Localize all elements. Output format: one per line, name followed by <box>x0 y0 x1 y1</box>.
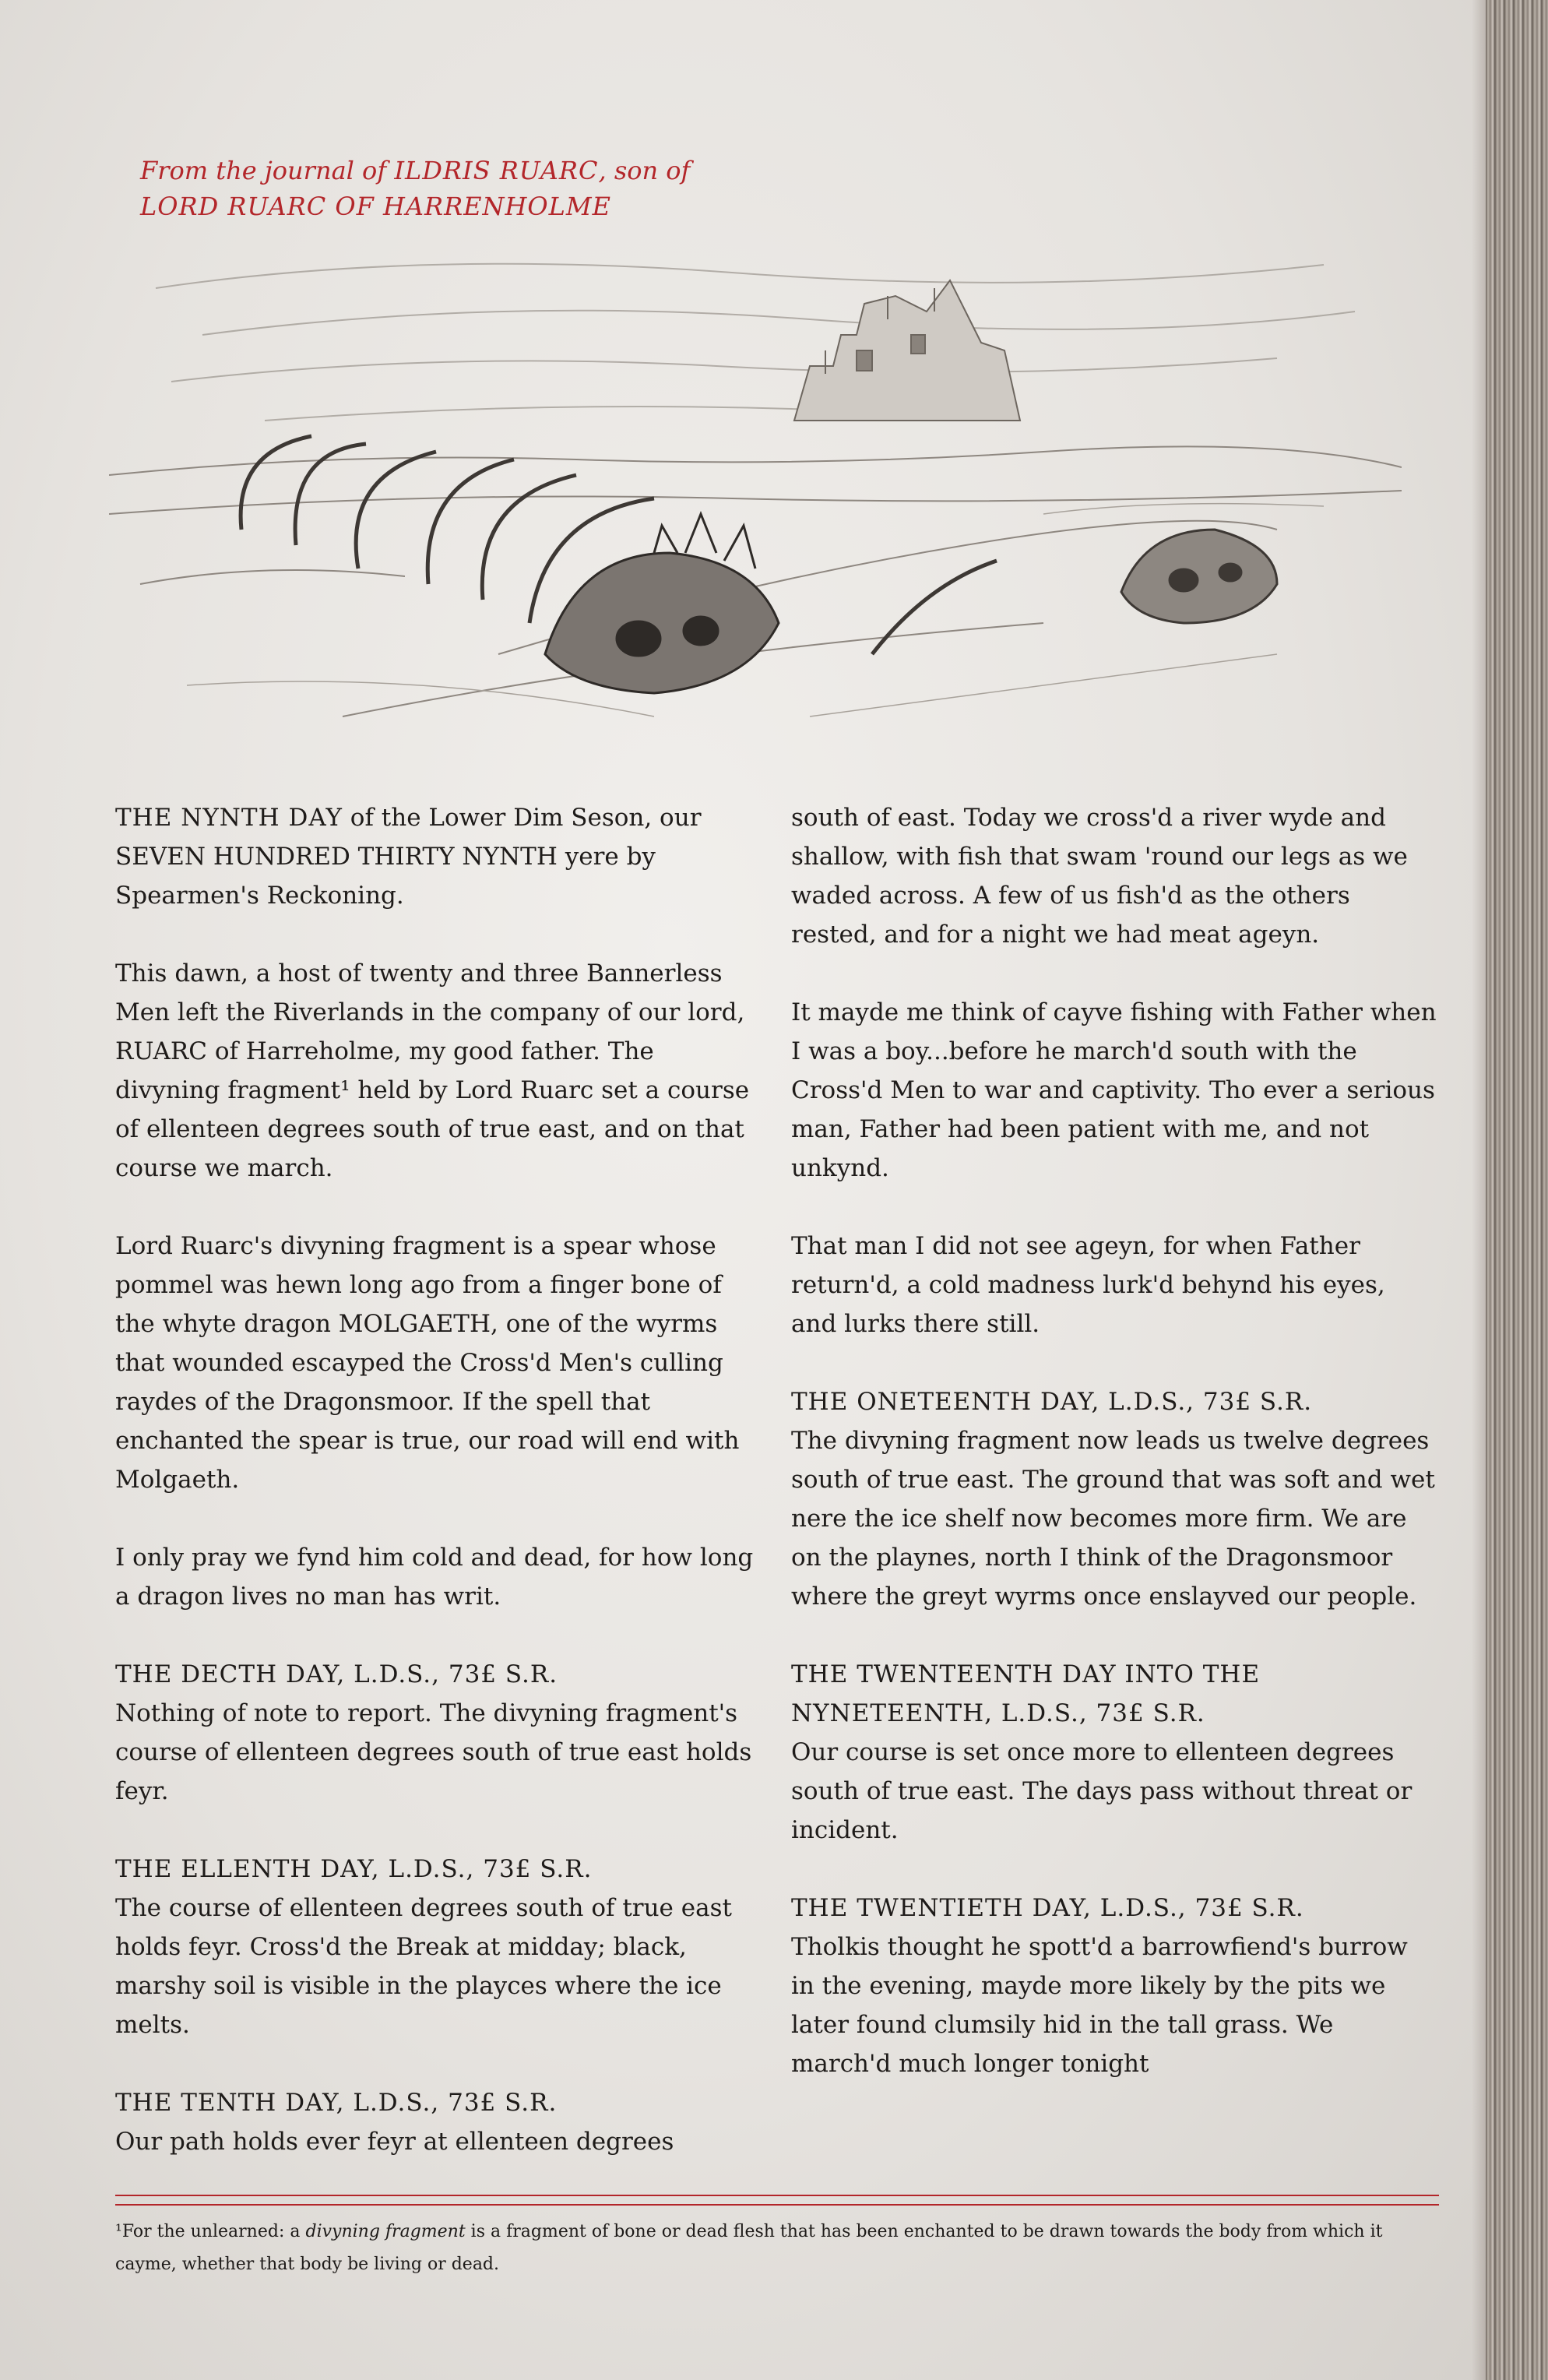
entry-twenteenth-day <box>791 1655 1437 1850</box>
entry-title: THE TENTH DAY, L.D.S., 73£ S.R. <box>115 2089 558 2117</box>
entry-title: THE ONETEENTH DAY, L.D.S., 73£ S.R. <box>791 1388 1313 1416</box>
journal-column-right <box>791 798 1437 2122</box>
entry-paragraph <box>115 1538 762 1616</box>
entry-text: Our course is set once more to ellenteen degrees south of true east. The days pass without threat or incident. <box>791 1738 1413 1844</box>
dragon-skeleton-sketch <box>109 218 1402 763</box>
entry-paragraph <box>791 993 1437 1188</box>
entry-text: That man I did not see ageyn, for when Father return'd, a cold madness lurk'd behynd his eyes, and lurks there still. <box>791 1232 1385 1338</box>
footnote-divider <box>115 2195 1439 2206</box>
entry-paragraph <box>791 798 1437 954</box>
attribution-prefix: From the journal of <box>140 156 395 185</box>
footnote <box>115 2216 1439 2281</box>
entry-text: The divyning fragment now leads us twelve degrees south of true east. The ground that was soft and wet nere the ice shelf now becomes more firm. We are on the playnes, north I think of the Dragonsmoor where the greyt wyrms once enslayved our people. <box>791 1427 1435 1611</box>
entry-text: of the Lower Dim Seson, our SEVEN HUNDRED THIRTY NYNTH yere by Spearmen's Reckoning. <box>115 804 702 910</box>
entry-title: THE TWENTIETH DAY, L.D.S., 73£ S.R. <box>791 1894 1304 1922</box>
entry-paragraph <box>791 1227 1437 1343</box>
entry-paragraph <box>115 1227 762 1499</box>
entry-text: south of east. Today we cross'd a river wyde and shallow, with fish that swam 'round our legs as we waded across. A few of us fish'd as the others rested, and for a night we had meat ageyn. <box>791 804 1408 949</box>
page-stack-edge <box>1486 0 1548 2380</box>
entry-text: Lord Ruarc's divyning fragment is a spear whose pommel was hewn long ago from a finger bone of the whyte dragon MOLGAETH, one of the wyrms that wounded escayped the Cross'd Men's culling raydes of the Dragonsmoor. If the spell that enchanted the spear is true, our road will end with Molgaeth. <box>115 1232 740 1494</box>
entry-oneteenth-day <box>791 1382 1437 1616</box>
attribution-middle: , son of <box>598 156 691 185</box>
entry-paragraph <box>115 954 762 1188</box>
entry-decth-day <box>115 1655 762 1811</box>
journal-attribution <box>140 153 841 224</box>
entry-text: Nothing of note to report. The divyning fragment's course of ellenteen degrees south of true east holds feyr. <box>115 1699 752 1805</box>
entry-text: The course of ellenteen degrees south of true east holds feyr. Cross'd the Break at midday; black, marshy soil is visible in the playces where the ice melts. <box>115 1894 732 2039</box>
entry-tenth-day <box>115 2083 762 2161</box>
entry-text: It mayde me think of cayve fishing with Father when I was a boy...before he march'd south with the Cross'd Men to war and captivity. Tho ever a serious man, Father had been patient with me, and not unkynd. <box>791 998 1437 1182</box>
entry-text: I only pray we fynd him cold and dead, for how long a dragon lives no man has writ. <box>115 1544 754 1611</box>
entry-title: THE ELLENTH DAY, L.D.S., 73£ S.R. <box>115 1855 593 1883</box>
entry-ellenth-day <box>115 1850 762 2044</box>
entry-twentieth-day <box>791 1889 1437 2083</box>
footnote-rest: is a fragment of bone or dead flesh that has been enchanted to be drawn towards the body from which it cayme, whether that body be living or dead. <box>115 2222 1383 2274</box>
entry-nynth-day <box>115 798 762 915</box>
attribution-father: LORD RUARC OF HARRENHOLME <box>140 192 612 221</box>
entry-title: THE TWENTEENTH DAY INTO THE NYNETEENTH, L.D.S., 73£ S.R. <box>791 1660 1261 1727</box>
footnote-lead: ¹For the unlearned: a <box>115 2222 306 2241</box>
entry-text: This dawn, a host of twenty and three Bannerless Men left the Riverlands in the company of our lord, RUARC of Harreholme, my good father. The divyning fragment¹ held by Lord Ruarc set a course of ellenteen degrees south of true east, and on that course we march. <box>115 959 750 1182</box>
entry-title: THE NYNTH DAY <box>115 804 343 832</box>
footnote-term: divyning fragment <box>305 2222 466 2241</box>
entry-title: THE DECTH DAY, L.D.S., 73£ S.R. <box>115 1660 558 1688</box>
attribution-author: ILDRIS RUARC <box>394 156 599 185</box>
entry-text: Tholkis thought he spott'd a barrowfiend's burrow in the evening, mayde more likely by the pits we later found clumsily hid in the tall grass. We march'd much longer tonight <box>791 1933 1408 2078</box>
journal-column-left <box>115 798 762 2200</box>
entry-text: Our path holds ever feyr at ellenteen degrees <box>115 2128 674 2156</box>
